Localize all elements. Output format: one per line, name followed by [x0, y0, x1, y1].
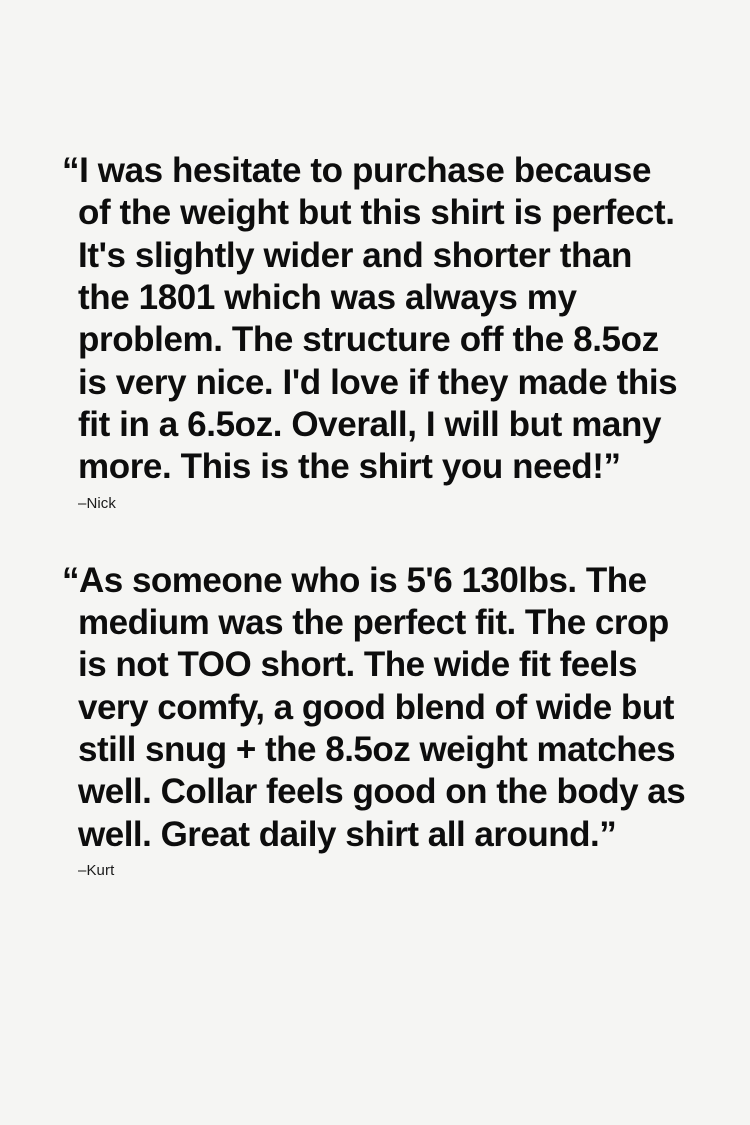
- review-item: [62, 150, 688, 512]
- review-author: –Nick: [78, 494, 117, 512]
- review-item: [62, 560, 688, 879]
- review-author: –Kurt: [78, 862, 115, 880]
- review-quote: “As someone who is 5'6 130lbs. The medium was the perfect fit. The crop is not TOO short. The wide fit feels very comfy, a good blend of wide but still snug + the 8.5oz weight matches well. Collar feels good on the body as well. Great daily shirt all around.”: [62, 560, 686, 854]
- review-quote: “I was hesitate to purchase because of the weight but this shirt is perfect. It's slightly wider and shorter than the 1801 which was always my problem. The structure off the 8.5oz is very nice. I'd love if they made this fit in a 6.5oz. Overall, I will but many more. This is the shirt you need!”: [62, 151, 678, 487]
